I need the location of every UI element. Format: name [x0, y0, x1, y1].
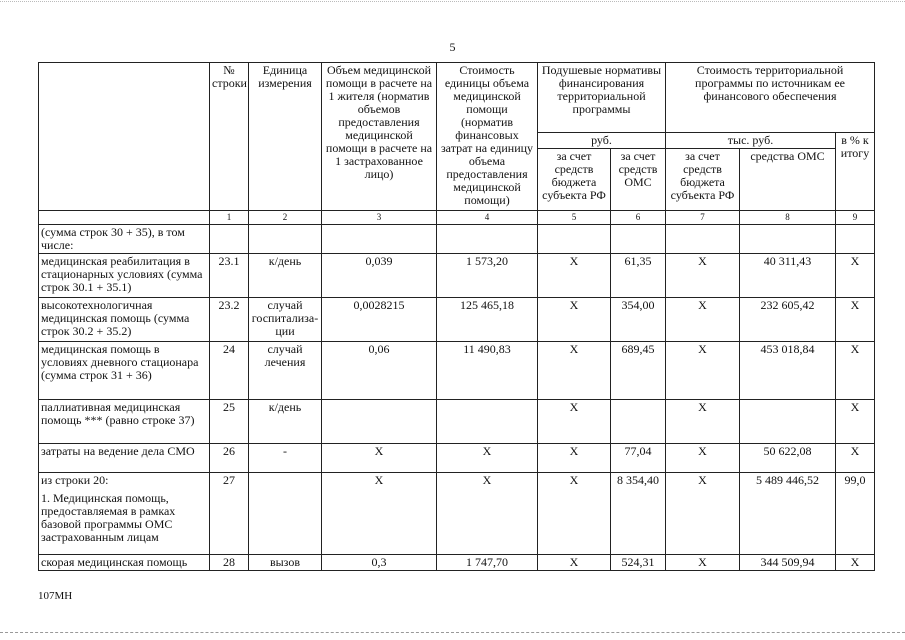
unit-cell — [249, 225, 322, 254]
unit-cost-cell: 1 573,20 — [437, 254, 538, 298]
percent-cell: X — [836, 444, 875, 473]
column-number-blank — [39, 211, 210, 225]
per-capita-budget-cell: X — [538, 555, 611, 571]
table-row — [39, 225, 875, 254]
column-number: 8 — [740, 211, 836, 225]
cost-budget-cell: X — [666, 342, 740, 400]
unit-cost-cell: 125 465,18 — [437, 298, 538, 342]
cost-oms-cell — [740, 225, 836, 254]
table-row — [39, 342, 875, 400]
percent-cell: X — [836, 555, 875, 571]
per-capita-oms-cell: 77,04 — [611, 444, 666, 473]
header-unit-cost: Стоимость единицы объема медицинской помощи (норматив финансовых затрат на единицу объема предоставления медицинской помощи) — [437, 63, 538, 211]
unit-cell: вызов — [249, 555, 322, 571]
row-name: затраты на ведение дела СМО — [41, 444, 195, 458]
scan-artifact-bottom — [0, 632, 905, 633]
unit-cost-cell: X — [437, 473, 538, 555]
row-name: медицинская реабилитация в стационарных условиях (сумма строк 30.1 + 35.1) — [41, 254, 203, 294]
cost-oms-cell: 453 018,84 — [740, 342, 836, 400]
per-capita-oms-cell — [611, 400, 666, 444]
per-capita-budget-cell: X — [538, 298, 611, 342]
volume-cell: X — [322, 473, 437, 555]
row-number: 25 — [210, 400, 249, 444]
volume-cell: 0,3 — [322, 555, 437, 571]
volume-cell: X — [322, 444, 437, 473]
unit-cost-cell — [437, 225, 538, 254]
header-budget-source-thousand: за счет средств бюджета субъекта РФ — [666, 149, 740, 211]
row-name: из строки 20: — [41, 473, 109, 487]
cost-budget-cell: X — [666, 555, 740, 571]
unit-cost-cell: 11 490,83 — [437, 342, 538, 400]
per-capita-oms-cell: 8 354,40 — [611, 473, 666, 555]
row-number: 27 — [210, 473, 249, 555]
cost-oms-cell: 232 605,42 — [740, 298, 836, 342]
page-number: 5 — [449, 40, 456, 54]
volume-cell — [322, 400, 437, 444]
cost-oms-cell: 5 489 446,52 — [740, 473, 836, 555]
percent-cell — [836, 225, 875, 254]
row-name-cell — [39, 400, 210, 444]
table-row — [39, 473, 875, 555]
row-number: 23.1 — [210, 254, 249, 298]
per-capita-budget-cell — [538, 225, 611, 254]
header-row — [39, 63, 875, 133]
row-name-cell — [39, 254, 210, 298]
per-capita-budget-cell: X — [538, 400, 611, 444]
row-number — [210, 225, 249, 254]
header-territorial-cost: Стоимость территориальной программы по источникам ее финансового обеспечения — [666, 63, 875, 133]
column-number: 4 — [437, 211, 538, 225]
per-capita-oms-cell: 61,35 — [611, 254, 666, 298]
row-name-cell — [39, 225, 210, 254]
column-number: 5 — [538, 211, 611, 225]
scan-artifact-top — [0, 1, 905, 2]
table-row — [39, 298, 875, 342]
column-number: 3 — [322, 211, 437, 225]
cost-budget-cell: X — [666, 298, 740, 342]
financing-table — [38, 62, 875, 571]
row-name: высокотехнологичная медицинская помощь (сумма строк 30.2 + 35.2) — [41, 298, 190, 338]
percent-cell: 99,0 — [836, 473, 875, 555]
unit-cost-cell: X — [437, 444, 538, 473]
row-number: 28 — [210, 555, 249, 571]
column-number: 1 — [210, 211, 249, 225]
unit-cell: к/день — [249, 254, 322, 298]
header-rub: руб. — [538, 133, 666, 149]
volume-cell — [322, 225, 437, 254]
row-name-continuation: 1. Медицинская помощь, предоставляемая в рамках базовой программы ОМС застрахованным лицам — [41, 491, 176, 544]
header-budget-source: за счет средств бюджета субъекта РФ — [538, 149, 611, 211]
unit-cell: случай госпитализа-ции — [249, 298, 322, 342]
header-name-cell — [39, 63, 210, 211]
table-row — [39, 444, 875, 473]
column-number: 7 — [666, 211, 740, 225]
column-number-row — [39, 211, 875, 225]
document-code: 107МН — [38, 590, 73, 602]
cost-budget-cell: X — [666, 400, 740, 444]
row-name: паллиативная медицинская помощь *** (равно строке 37) — [41, 400, 195, 427]
volume-cell: 0,0028215 — [322, 298, 437, 342]
row-name: (сумма строк 30 + 35), в том числе: — [41, 225, 185, 252]
per-capita-oms-cell — [611, 225, 666, 254]
row-name-cell — [39, 444, 210, 473]
row-number: 24 — [210, 342, 249, 400]
unit-cost-cell: 1 747,70 — [437, 555, 538, 571]
column-number: 2 — [249, 211, 322, 225]
cost-oms-cell: 40 311,43 — [740, 254, 836, 298]
row-name-cell — [39, 473, 210, 555]
per-capita-budget-cell: X — [538, 473, 611, 555]
percent-cell: X — [836, 254, 875, 298]
table-row — [39, 555, 875, 571]
per-capita-oms-cell: 689,45 — [611, 342, 666, 400]
header-percent: в % к итогу — [836, 133, 875, 211]
row-name-cell — [39, 555, 210, 571]
percent-cell: X — [836, 342, 875, 400]
unit-cell: случай лечения — [249, 342, 322, 400]
per-capita-oms-cell: 354,00 — [611, 298, 666, 342]
row-number: 23.2 — [210, 298, 249, 342]
unit-cell: к/день — [249, 400, 322, 444]
cost-oms-cell: 50 622,08 — [740, 444, 836, 473]
header-oms-source: за счет средств ОМС — [611, 149, 666, 211]
volume-cell: 0,06 — [322, 342, 437, 400]
column-number: 9 — [836, 211, 875, 225]
cost-budget-cell: X — [666, 473, 740, 555]
column-number: 6 — [611, 211, 666, 225]
volume-cell: 0,039 — [322, 254, 437, 298]
header-thousand-rub: тыс. руб. — [666, 133, 836, 149]
row-name: скорая медицинская помощь — [41, 555, 188, 569]
row-name: медицинская помощь в условиях дневного стационара (сумма строк 31 + 36) — [41, 342, 199, 382]
unit-cell: - — [249, 444, 322, 473]
row-number: 26 — [210, 444, 249, 473]
cost-budget-cell: X — [666, 254, 740, 298]
per-capita-budget-cell: X — [538, 254, 611, 298]
unit-cell — [249, 473, 322, 555]
percent-cell: X — [836, 298, 875, 342]
per-capita-budget-cell: X — [538, 342, 611, 400]
unit-cost-cell — [437, 400, 538, 444]
table-row — [39, 254, 875, 298]
row-name-cell — [39, 298, 210, 342]
header-volume: Объем медицинской помощи в расчете на 1 жителя (норматив объемов предоставления медицинской помощи в расчете на 1 застрахованное лицо) — [322, 63, 437, 211]
cost-budget-cell: X — [666, 444, 740, 473]
cost-budget-cell — [666, 225, 740, 254]
per-capita-budget-cell: X — [538, 444, 611, 473]
header-unit: Единица измерения — [249, 63, 322, 211]
header-oms-funds: средства ОМС — [740, 149, 836, 211]
row-name-cell — [39, 342, 210, 400]
per-capita-oms-cell: 524,31 — [611, 555, 666, 571]
percent-cell: X — [836, 400, 875, 444]
cost-oms-cell — [740, 400, 836, 444]
header-row-no: № строки — [210, 63, 249, 211]
table-row — [39, 400, 875, 444]
header-per-capita: Подушевые нормативы финансирования территориальной программы — [538, 63, 666, 133]
cost-oms-cell: 344 509,94 — [740, 555, 836, 571]
